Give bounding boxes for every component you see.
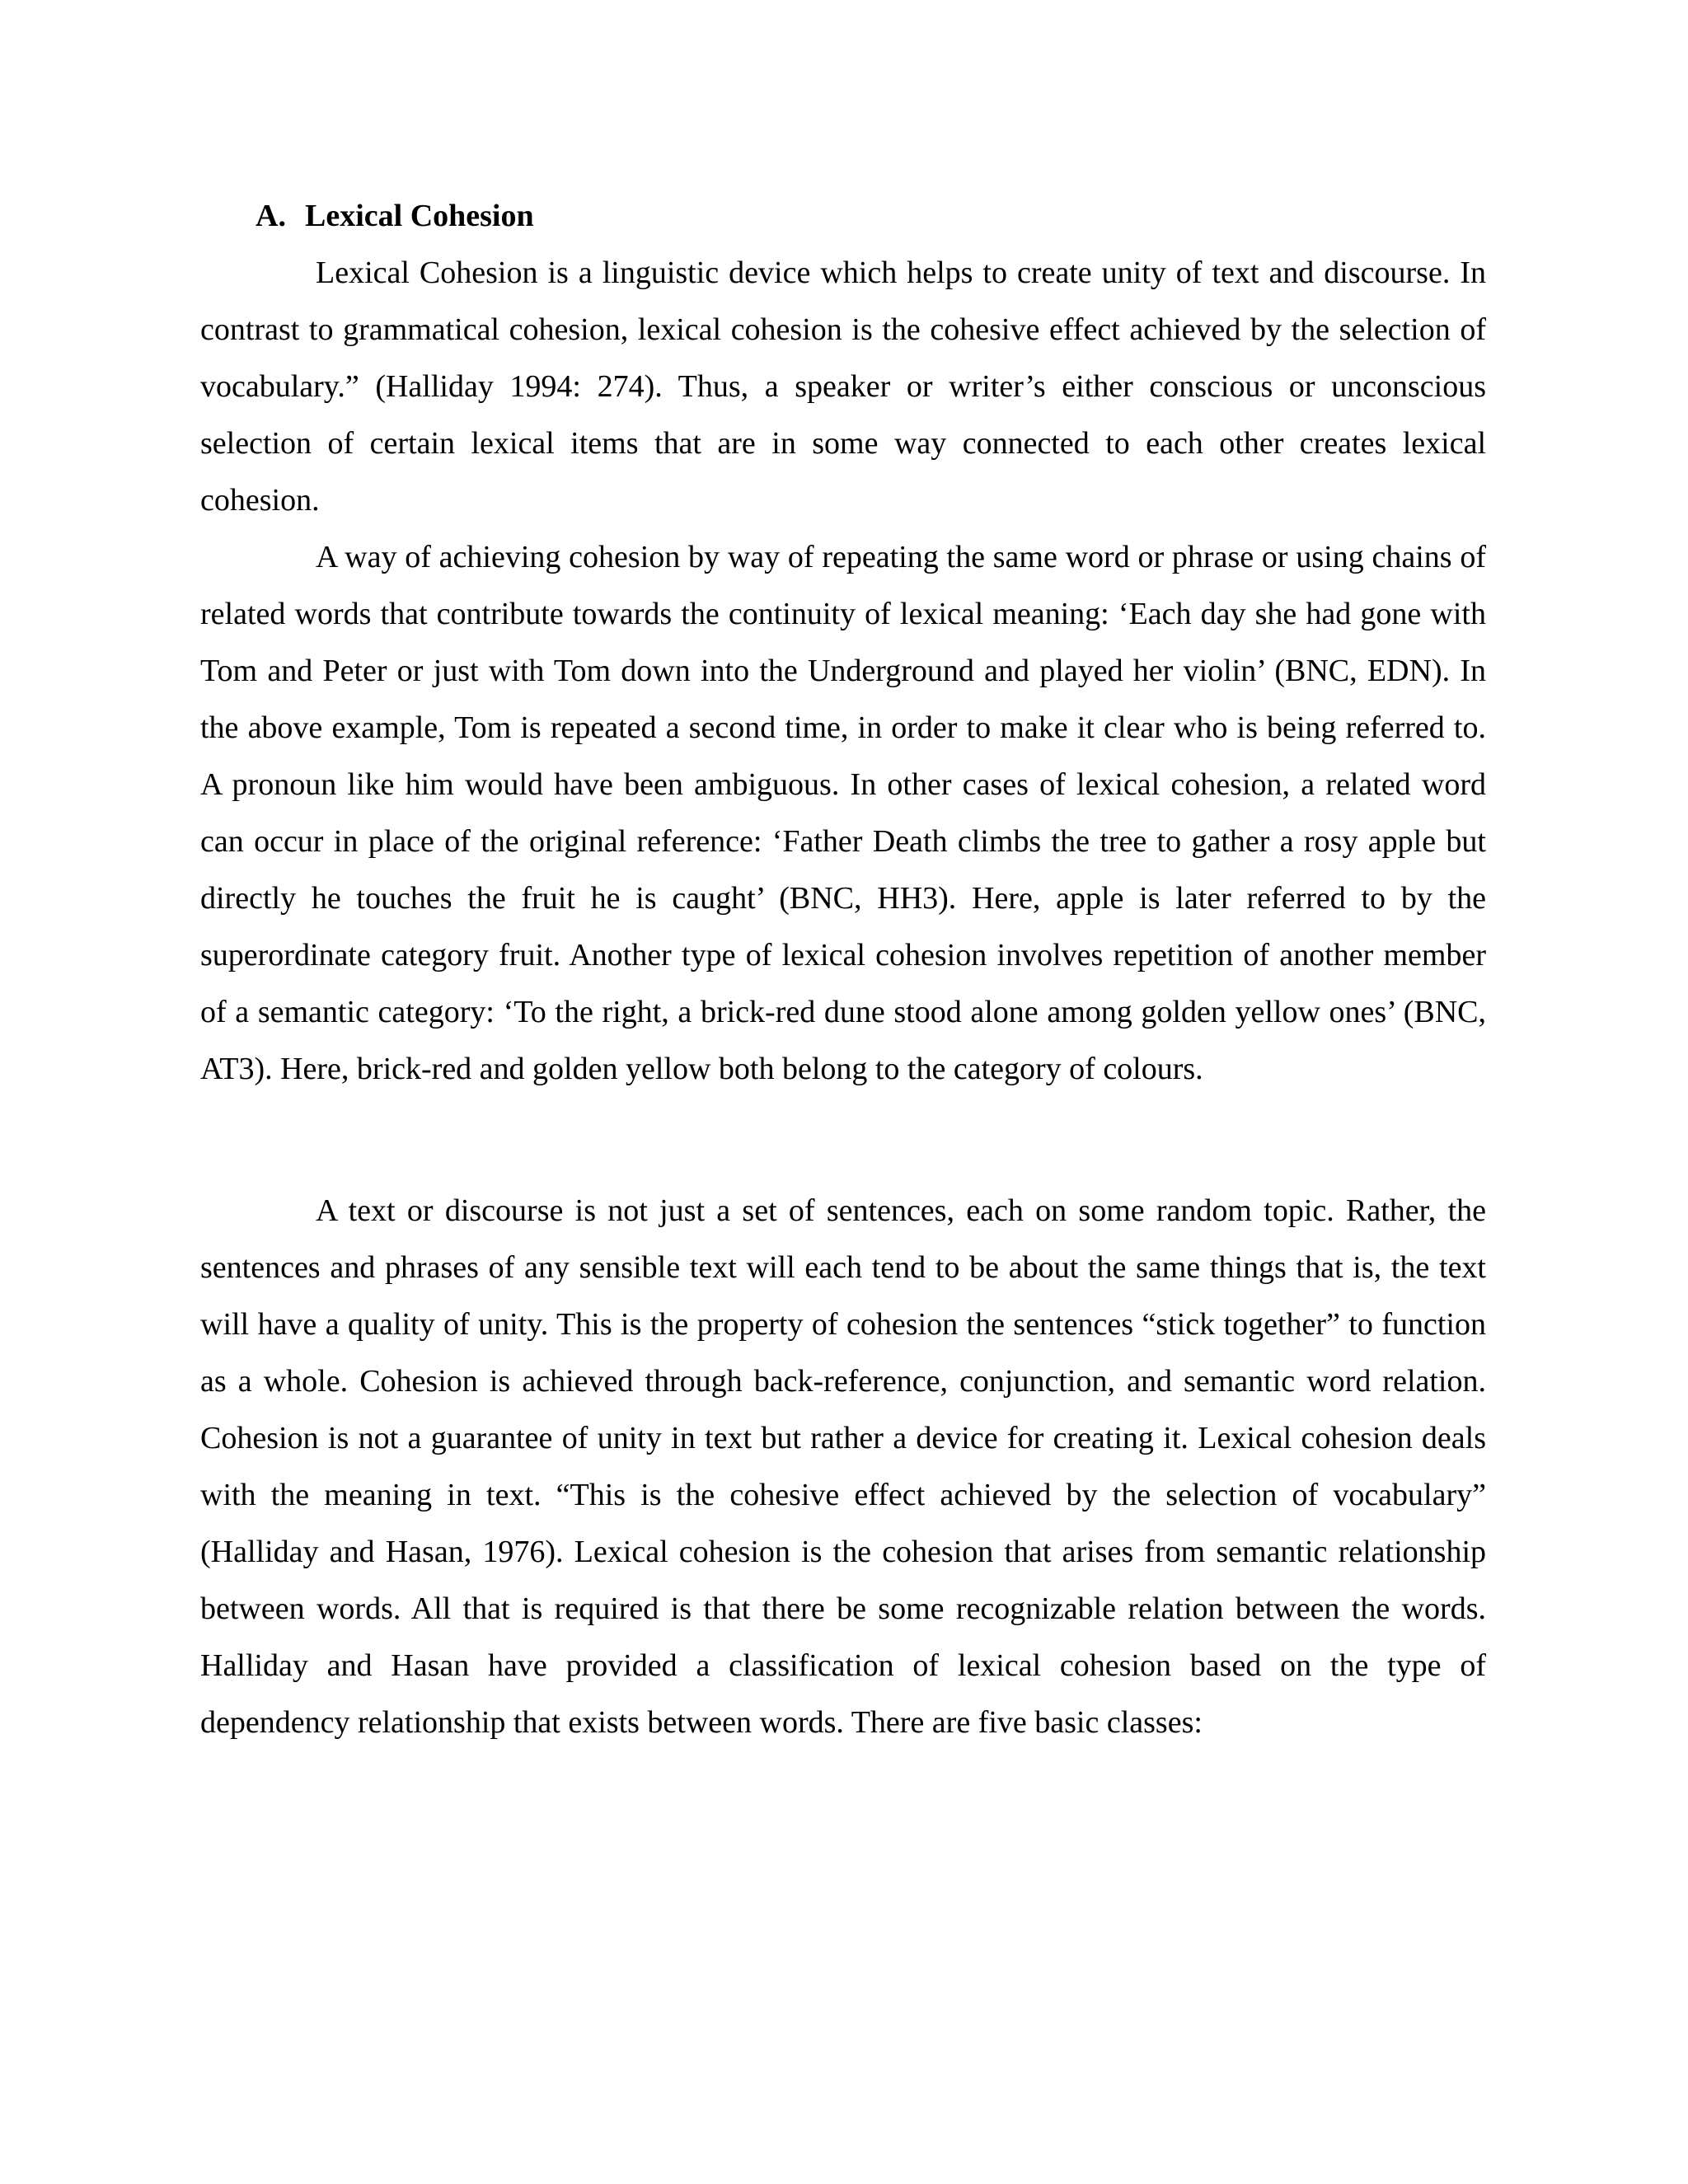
section-title: Lexical Cohesion bbox=[305, 199, 534, 233]
paragraph-3: A text or discourse is not just a set of sentences, each on some random topic. Rather, the sentences and phrases of any sensible text will each tend to be about the same things that is, the text will have a quality of unity. This is the property of cohesion the sentences “stick together” to function as a whole. Cohesion is achieved through back-reference, conjunction, and semantic word relation. Cohesion is not a guarantee of unity in text but rather a device for creating it. Lexical cohesion deals with the meaning in text. “This is the cohesive effect achieved by the selection of vocabulary” (Halliday and Hasan, 1976). Lexical cohesion is the cohesion that arises from semantic relationship between words. All that is required is that there be some recognizable relation between the words. Halliday and Hasan have provided a classification of lexical cohesion based on the type of dependency relationship that exists between words. There are five basic classes: bbox=[200, 1193, 1486, 1740]
paragraph-2: A way of achieving cohesion by way of repeating the same word or phrase or using chains of related words that contribute towards the continuity of lexical meaning: ‘Each day she had gone with Tom and Peter or just with Tom down into the Underground and played her violin’ (BNC, EDN). In the above example, Tom is repeated a second time, in order to make it clear who is being referred to. A pronoun like him would have been ambiguous. In other cases of lexical cohesion, a related word can occur in place of the original reference: ‘Father Death climbs the tree to gather a rosy apple but directly he touches the fruit he is caught’ (BNC, HH3). Here, apple is later referred to by the superordinate category fruit. Another type of lexical cohesion involves repetition of another member of a semantic category: ‘To the right, a brick-red dune stood alone among golden yellow ones’ (BNC, AT3). Here, brick-red and golden yellow both belong to the category of colours. bbox=[200, 540, 1486, 1086]
paragraph-1: Lexical Cohesion is a linguistic device which helps to create unity of text and discourse. In contrast to grammatical cohesion, lexical cohesion is the cohesive effect achieved by the selection of vocabulary.” (Halliday 1994: 274). Thus, a speaker or writer’s either conscious or unconscious selection of certain lexical items that are in some way connected to each other creates lexical cohesion. bbox=[200, 255, 1486, 518]
section-label: A. bbox=[256, 199, 286, 233]
section-heading bbox=[256, 194, 534, 237]
